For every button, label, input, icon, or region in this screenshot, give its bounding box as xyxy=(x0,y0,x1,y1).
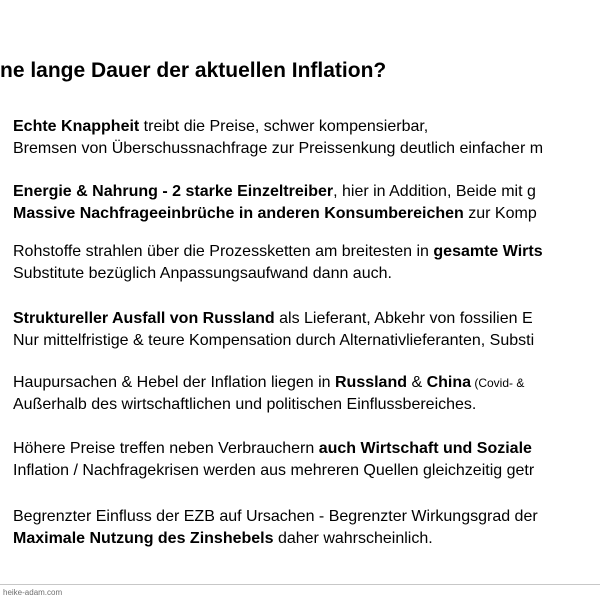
bullet-paragraph xyxy=(13,241,543,285)
slide-title: ne lange Dauer der aktuellen Inflation? xyxy=(0,59,387,82)
paragraph-line xyxy=(13,528,538,550)
body-text: Begrenzter Einfluss der EZB auf Ursachen - Begrenzter Wirkungsgrad der xyxy=(13,508,538,525)
body-text: Inflation / Nachfragekrisen werden aus mehreren Quellen gleichzeitig getr xyxy=(13,462,535,479)
paragraph-line xyxy=(13,138,543,160)
body-text: daher wahrscheinlich. xyxy=(273,530,433,547)
body-text: zur Komp xyxy=(463,205,537,222)
emphasis-text: Struktureller Ausfall von Russland xyxy=(13,310,275,327)
paragraph-line xyxy=(13,438,534,460)
body-text: Höhere Preise treffen neben Verbrauchern xyxy=(13,440,319,457)
emphasis-text: Russland xyxy=(334,374,407,391)
paragraph-line xyxy=(13,116,543,138)
emphasis-text: auch Wirtschaft und Soziale xyxy=(318,440,532,457)
body-text: treibt die Preise, schwer kompensierbar, xyxy=(139,118,429,135)
body-text: Rohstoffe strahlen über die Prozessketten am breitesten in xyxy=(13,243,434,260)
emphasis-text: China xyxy=(426,374,472,391)
body-text: Substitute bezüglich Anpassungsaufwand dann auch. xyxy=(13,265,392,282)
paragraph-line xyxy=(13,263,543,285)
emphasis-text: gesamte Wirts xyxy=(433,243,543,260)
body-text: Bremsen von Überschussnachfrage zur Preissenkung deutlich einfacher m xyxy=(13,140,544,157)
paragraph-line xyxy=(13,372,524,394)
body-text: Nur mittelfristige & teure Kompensation durch Alternativlieferanten, Substi xyxy=(13,332,535,349)
footer-website: heike-adam.com xyxy=(3,588,63,597)
bullet-paragraph xyxy=(13,181,537,225)
paragraph-line xyxy=(13,394,524,416)
body-text: als Lieferant, Abkehr von fossilien E xyxy=(274,310,533,327)
body-text: Haupursachen & Hebel der Inflation liegen in xyxy=(13,374,335,391)
body-text: Außerhalb des wirtschaftlichen und politischen Einflussbereiches. xyxy=(13,396,477,413)
paragraph-line xyxy=(13,460,534,482)
bullet-paragraph xyxy=(13,506,538,550)
bullet-paragraph xyxy=(13,438,534,482)
bullet-paragraph xyxy=(13,116,543,160)
emphasis-text: Massive Nachfrageeinbrüche in anderen Konsumbereichen xyxy=(13,205,464,222)
bullet-paragraph xyxy=(13,372,524,416)
paragraph-line xyxy=(13,308,534,330)
bullet-paragraph xyxy=(13,308,534,352)
body-text: & xyxy=(407,374,427,391)
paragraph-line xyxy=(13,181,537,203)
emphasis-text: Echte Knappheit xyxy=(13,118,140,135)
body-text: , hier in Addition, Beide mit g xyxy=(333,183,536,200)
body-text: (Covid- & xyxy=(471,376,525,390)
paragraph-line xyxy=(13,330,534,352)
footer-divider xyxy=(0,584,600,585)
paragraph-line xyxy=(13,506,538,528)
emphasis-text: Energie & Nahrung - 2 starke Einzeltreiber xyxy=(13,183,334,200)
emphasis-text: Maximale Nutzung des Zinshebels xyxy=(13,530,274,547)
paragraph-line xyxy=(13,203,537,225)
paragraph-line xyxy=(13,241,543,263)
